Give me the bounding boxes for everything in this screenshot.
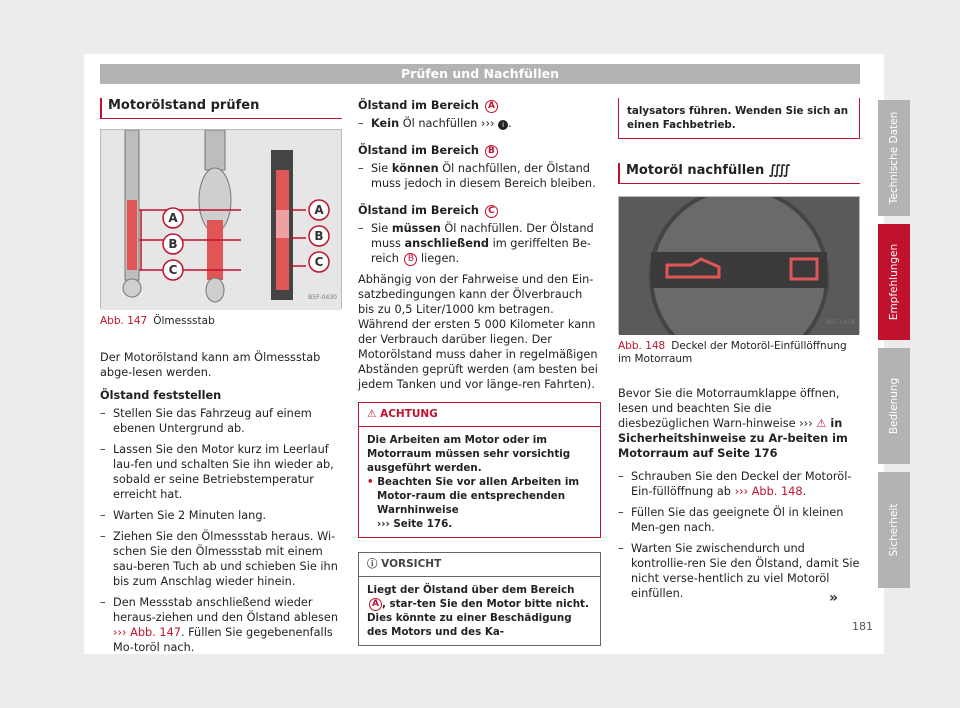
column-1	[100, 98, 342, 661]
tab-bedienung[interactable]: Bedienung	[878, 348, 910, 464]
warning-title: ⚠ ACHTUNG	[359, 403, 600, 427]
caution-box: ⓘ VORSICHT Liegt der Ölstand über dem Bereich A , star-ten Sie den Motor bitte nicht. Dies könnte zu einer Beschädigung des Motors und des Ka-	[358, 552, 601, 646]
label-c: C	[168, 263, 178, 277]
info-circle-icon: ⓘ	[367, 558, 378, 570]
subheading: Ölstand feststellen	[100, 389, 222, 402]
list-item: – Warten Sie 2 Minuten lang.	[100, 508, 342, 523]
section-title: Motorölstand prüfen	[100, 98, 342, 119]
list-item: – Warten Sie zwischendurch und kontrollie-ren Sie den Ölstand, damit Sie nicht verse-hentlich zu viel Motoröl einfüllen.	[618, 541, 860, 601]
list-item: – Sie können Öl nachfüllen, der Ölstand muss jedoch in diesem Bereich bleiben.	[358, 161, 601, 191]
oil-cap-illustration	[619, 197, 859, 335]
warning-box: ⚠ ACHTUNG Die Arbeiten am Motor oder im Motorraum müssen sehr vorsichtig ausgeführt werden. • Beachten Sie vor allen Arbeiten im Motor-raum die entsprechenden Warnhinweise ››› Seite 176.	[358, 402, 601, 538]
label-a: A	[168, 211, 178, 225]
label-b: B	[168, 237, 178, 251]
steps-list	[618, 469, 860, 601]
oil-can-icon: ⨌	[768, 163, 791, 178]
label-c-right: C	[314, 255, 324, 269]
tab-technische-daten[interactable]: Technische Daten	[878, 100, 910, 216]
list-item: – Schrauben Sie den Deckel der Motoröl-Ein-füllöffnung ab ››› Abb. 148.	[618, 469, 860, 499]
page-link[interactable]: ››› Seite 176.	[377, 518, 453, 530]
intro-text: Der Motorölstand kann am Ölmessstab abge-lesen werden.	[100, 351, 321, 379]
list-item: – Sie müssen Öl nachfüllen. Der Ölstand muss anschließend im geriffelten Be-reich B liegen.	[358, 221, 601, 266]
range-b-heading: Ölstand im Bereich B	[358, 143, 601, 158]
figure-dipstick	[100, 129, 342, 309]
section-title: Motoröl nachfüllen ⨌	[618, 163, 860, 184]
page-number: 181	[852, 620, 873, 633]
tab-empfehlungen[interactable]: Empfehlungen	[878, 224, 910, 340]
figure-code: B5F-0474	[826, 319, 855, 326]
intro-text: Bevor Sie die Motorraumklappe öffnen, lesen und beachten Sie die diesbezüglichen Warn-hinweise ››› ⚠ in Sicherheitshinweise zu Ar-beiten im Motorraum auf Seite 176	[618, 387, 848, 460]
caution-title: ⓘ VORSICHT	[359, 553, 600, 577]
list-item: – Lassen Sie den Motor kurz im Leerlauf lau-fen und schalten Sie ihn wieder ab, sobald er seine Betriebstemperatur erreicht hat.	[100, 442, 342, 502]
consumption-text: Abhängig von der Fahrweise und den Ein-satzbedingungen kann der Ölverbrauch bis zu 0,5 Liter/1000 km betragen. Während der ersten 5 000 Kilometer kann der Verbrauch darüber liegen. Der Motorölstand muss daher in regelmäßigen Abständen geprüft werden (am besten bei jedem Tanken und vor länge-ren Fahrten).	[358, 273, 598, 391]
figure-link[interactable]: ››› Abb. 148	[734, 485, 803, 498]
column-3	[618, 98, 860, 607]
list-item: – Füllen Sie das geeignete Öl in kleinen Men-gen nach.	[618, 505, 860, 535]
figure-code: B5F-0430	[308, 294, 337, 301]
column-2	[358, 98, 601, 646]
warning-icon: ⚠	[367, 408, 377, 420]
list-item: – Kein Öl nachfüllen ››› i .	[358, 116, 601, 131]
dipstick-illustration	[101, 130, 341, 310]
list-item: – Ziehen Sie den Ölmessstab heraus. Wi-schen Sie den Ölmessstab mit einem sau-beren Tuch ab und schieben Sie ihn bis zum Anschlag wieder hinein.	[100, 529, 342, 589]
tab-sicherheit[interactable]: Sicherheit	[878, 472, 910, 588]
page-header: Prüfen und Nachfüllen	[100, 64, 860, 84]
label-b-right: B	[314, 229, 324, 243]
range-c-heading: Ölstand im Bereich C	[358, 203, 601, 218]
figure-caption: Abb. 147 Ölmessstab	[100, 315, 215, 327]
caution-continued: talysators führen. Wenden Sie sich an einen Fachbetrieb.	[618, 98, 860, 139]
figure-caption: Abb. 148 Deckel der Motoröl-Einfüllöffnung im Motorraum	[618, 340, 847, 365]
figure-oil-cap	[618, 196, 860, 334]
list-item: – Den Messstab anschließend wieder heraus-ziehen und den Ölstand ablesen ››› Abb. 147. Füllen Sie gegebenenfalls Mo-toröl nach.	[100, 595, 342, 655]
continue-icon: »	[829, 590, 839, 606]
range-a-heading: Ölstand im Bereich A	[358, 98, 601, 113]
list-item: – Stellen Sie das Fahrzeug auf einem ebenen Untergrund ab.	[100, 406, 342, 436]
figure-link[interactable]: ››› Abb. 147	[113, 626, 181, 639]
label-a-right: A	[314, 203, 324, 217]
info-icon: i	[498, 120, 508, 130]
steps-list	[100, 406, 342, 655]
